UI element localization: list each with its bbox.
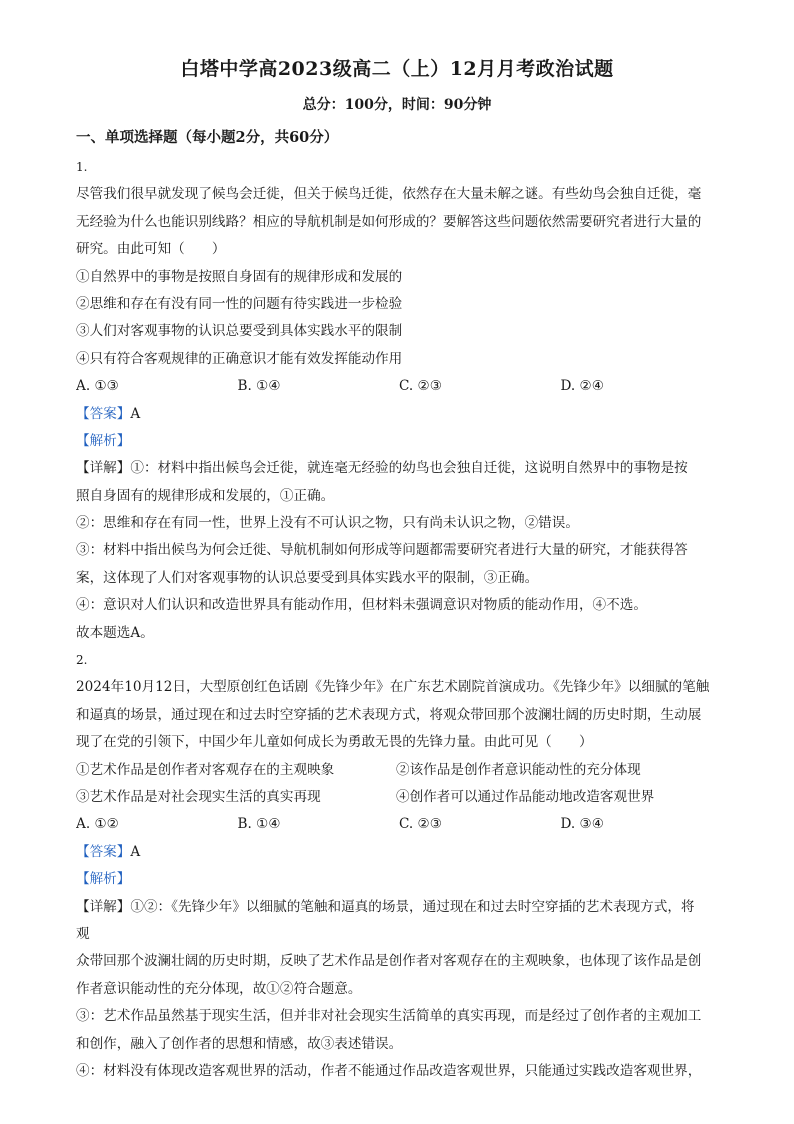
statement-row <box>76 757 722 784</box>
answer-options <box>76 811 722 838</box>
detail-line: ③：材料中指出候鸟为何会迁徙、导航机制如何形成等问题都需要研究者进行大量的研究，才能获得答 <box>76 542 688 559</box>
detail-line: 观 <box>76 925 90 942</box>
option-c: C. ②③ <box>399 816 442 833</box>
answer-line <box>76 401 722 428</box>
detail-line: ④：材料没有体现改造客观世界的活动，作者不能通过作品改造客观世界，只能通过实践改造客观世界， <box>76 1062 702 1079</box>
option-b: B. ①④ <box>237 378 281 395</box>
answer-tag: 【答案】 <box>76 843 131 860</box>
question-number: 1. <box>76 160 88 174</box>
answer-tag: 【答案】 <box>76 405 131 422</box>
detail-line: 众带回那个波澜壮阔的历史时期，反映了艺术作品是创作者对客观存在的主观映象，也体现了该作品是创 <box>76 953 702 970</box>
answer-line <box>76 839 722 866</box>
statement-item: ④创作者可以通过作品能动地改造客观世界 <box>396 788 655 805</box>
question-stem-line: 现了在党的引领下，中国少年儿童如何成长为勇敢无畏的先锋力量。由此可见（ ） <box>76 734 593 751</box>
detail-line: 【详解】①：材料中指出候鸟会迁徙，就连毫无经验的幼鸟也会独自迁徙，这说明自然界中的事物是按 <box>76 460 688 477</box>
question-stem-line: 和逼真的场景，通过现在和过去时空穿插的艺术表现方式，将观众带回那个波澜壮阔的历史时期，生动展 <box>76 706 702 723</box>
answer-options <box>76 373 722 400</box>
detail-line: 和创作，融入了创作者的思想和情感，故③表述错误。 <box>76 1035 403 1052</box>
analysis-tag: 【解析】 <box>76 871 131 888</box>
page-title: 白塔中学高2023级高二（上）12月月考政治试题 <box>180 58 614 80</box>
statement-row <box>76 784 722 811</box>
question-stem-line: 研究。由此可知（ ） <box>76 241 226 258</box>
page-subtitle: 总分：100分，时间：90分钟 <box>302 97 492 113</box>
statement-item: ①自然界中的事物是按照自身固有的规律形成和发展的 <box>76 268 403 285</box>
statement-item: ②思维和存在有没有同一性的问题有待实践进一步检验 <box>76 295 403 312</box>
option-b: B. ①④ <box>237 816 281 833</box>
detail-line: 案，这体现了人们对客观事物的认识总要受到具体实践水平的限制，③正确。 <box>76 569 539 586</box>
answer-value: A <box>130 405 141 422</box>
section-heading: 一、单项选择题（每小题2分，共60分） <box>76 129 339 146</box>
option-c: C. ②③ <box>399 378 442 395</box>
detail-line: 作者意识能动性的充分体现，故①②符合题意。 <box>76 980 362 997</box>
statement-item: ①艺术作品是创作者对客观存在的主观映象 <box>76 761 335 778</box>
statement-item: ④只有符合客观规律的正确意识才能有效发挥能动作用 <box>76 350 403 367</box>
option-a: A. ①③ <box>76 378 119 395</box>
detail-line: ③：艺术作品虽然基于现实生活，但并非对社会现实生活简单的真实再现，而是经过了创作者的主观加工 <box>76 1008 702 1025</box>
option-d: D. ②④ <box>560 378 604 395</box>
option-a: A. ①② <box>76 816 119 833</box>
analysis-tag: 【解析】 <box>76 432 131 449</box>
detail-line: ④：意识对人们认识和改造世界具有能动作用，但材料未强调意识对物质的能动作用，④不选。 <box>76 597 647 614</box>
question-number: 2. <box>76 653 88 668</box>
detail-tag: 【详解】 <box>76 460 131 477</box>
question-stem-line: 无经验为什么也能识别线路？相应的导航机制是如何形成的？要解答这些问题依然需要研究者进行大量的 <box>76 213 702 230</box>
answer-value: A <box>130 843 141 860</box>
detail-line: 照自身固有的规律形成和发展的，①正确。 <box>76 487 335 504</box>
question-content <box>76 154 722 1085</box>
question-stem-line: 2024年10月12日，大型原创红色话剧《先锋少年》在广东艺术剧院首演成功。《先锋少年》以细腻的笔触 <box>76 679 710 696</box>
option-d: D. ③④ <box>560 816 604 833</box>
statement-item: ②该作品是创作者意识能动性的充分体现 <box>396 761 641 778</box>
detail-line: ②：思维和存在有同一性，世界上没有不可认识之物，只有尚未认识之物，②错误。 <box>76 515 579 532</box>
detail-tag: 【详解】 <box>76 898 131 915</box>
question-stem-line: 尽管我们很早就发现了候鸟会迁徙，但关于候鸟迁徙，依然存在大量未解之谜。有些幼鸟会独自迁徙，毫 <box>76 186 702 203</box>
detail-line: 故本题选A。 <box>76 624 154 641</box>
detail-line: 【详解】①②：《先锋少年》以细腻的笔触和逼真的场景，通过现在和过去时空穿插的艺术表现方式，将 <box>76 898 695 915</box>
statement-item: ③艺术作品是对社会现实生活的真实再现 <box>76 788 321 805</box>
statement-item: ③人们对客观事物的认识总要受到具体实践水平的限制 <box>76 323 403 340</box>
